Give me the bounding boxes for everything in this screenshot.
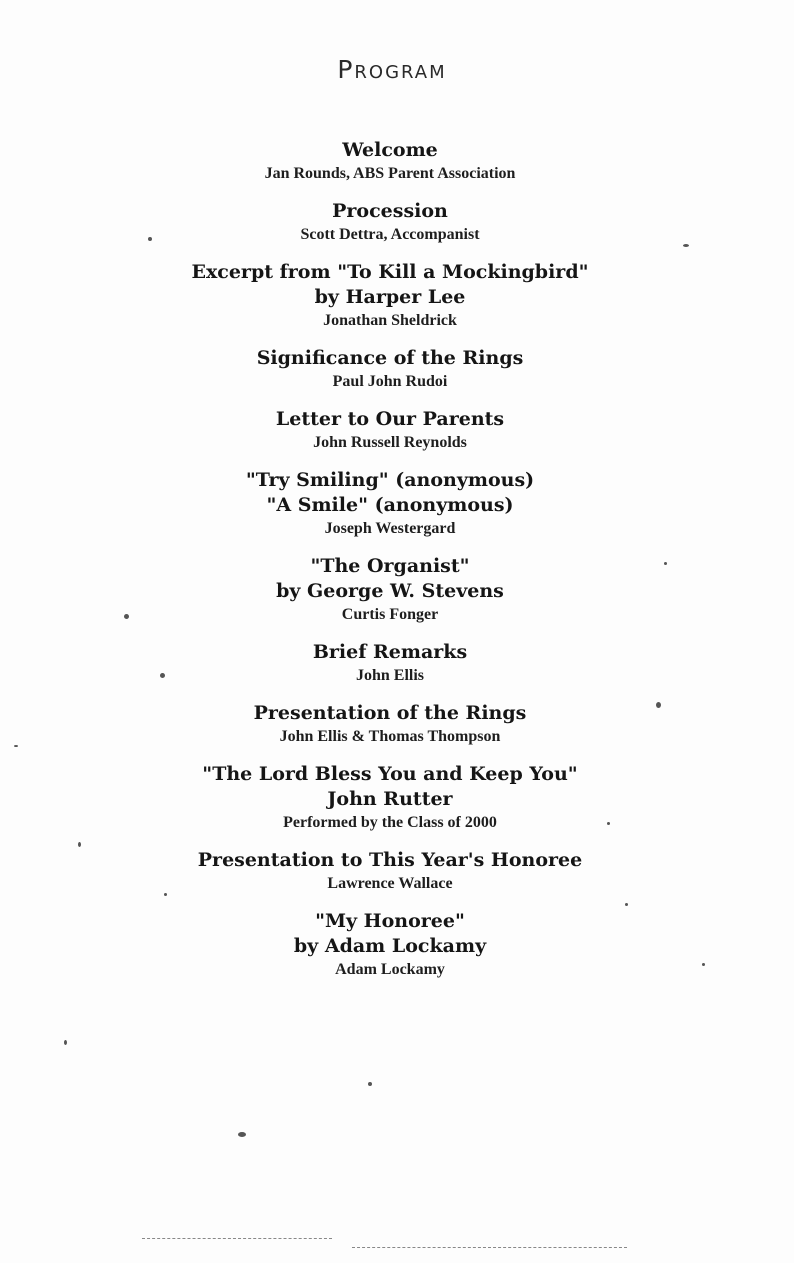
item-title-line-2: by Adam Lockamy [293, 935, 487, 957]
scan-speck [368, 1082, 372, 1086]
program-item-rings [0, 701, 780, 748]
program-item-welcome [0, 138, 780, 185]
item-title: Brief Remarks [312, 641, 468, 663]
item-person: John Ellis & Thomas Thompson [279, 728, 501, 745]
item-title: Letter to Our Parents [275, 408, 505, 430]
program-item-lord-bless [0, 762, 780, 834]
program-item-remarks [0, 640, 780, 687]
program-list [0, 138, 780, 995]
item-person: Adam Lockamy [335, 961, 445, 978]
program-item-my-honoree [0, 909, 780, 981]
item-person: Jan Rounds, ABS Parent Association [264, 165, 516, 182]
scan-speck [238, 1132, 246, 1137]
page-title: Program [337, 55, 447, 84]
program-item-letter [0, 407, 780, 454]
program-item-procession [0, 199, 780, 246]
item-person: Curtis Fonger [341, 606, 439, 623]
scan-edge-left [142, 1238, 332, 1241]
item-title: Welcome [342, 139, 438, 161]
item-person: Scott Dettra, Accompanist [300, 226, 480, 243]
item-title: Presentation of the Rings [253, 702, 527, 724]
item-title-line-2: "A Smile" (anonymous) [266, 494, 514, 516]
scan-speck [160, 673, 165, 678]
item-title: Excerpt from "To Kill a Mockingbird" [191, 261, 589, 283]
item-title-line-2: John Rutter [327, 788, 453, 810]
scan-speck [607, 822, 610, 825]
scan-speck [14, 745, 18, 747]
program-item-honoree-presentation [0, 848, 780, 895]
scan-speck [148, 237, 152, 241]
item-title: "The Lord Bless You and Keep You" [202, 763, 578, 785]
item-title: "Try Smiling" (anonymous) [245, 469, 535, 491]
item-person: Joseph Westergard [324, 520, 456, 537]
program-item-organist [0, 554, 780, 626]
item-title: Significance of the Rings [256, 347, 524, 369]
scan-speck [64, 1040, 67, 1045]
item-person: John Russell Reynolds [313, 434, 467, 451]
program-item-smiling [0, 468, 780, 540]
item-title-line-2: by Harper Lee [314, 286, 466, 308]
item-person: John Ellis [355, 667, 425, 684]
item-person: Paul John Rudoi [332, 373, 448, 390]
scan-speck [78, 842, 81, 847]
item-title: Presentation to This Year's Honoree [197, 849, 583, 871]
program-item-significance [0, 346, 780, 393]
item-title: "The Organist" [310, 555, 470, 577]
scan-speck [625, 903, 628, 906]
scan-edge-right [352, 1247, 627, 1250]
scan-speck [702, 963, 705, 966]
scan-speck [683, 244, 689, 247]
item-title-line-2: by George W. Stevens [276, 580, 504, 602]
program-item-excerpt [0, 260, 780, 332]
item-person: Jonathan Sheldrick [323, 312, 457, 329]
item-title: Procession [332, 200, 448, 222]
item-person: Performed by the Class of 2000 [283, 814, 497, 831]
scan-speck [164, 893, 167, 896]
scan-speck [664, 562, 667, 565]
item-person: Lawrence Wallace [327, 875, 453, 892]
scan-speck [656, 702, 661, 708]
item-title: "My Honoree" [315, 910, 465, 932]
scan-speck [124, 614, 129, 619]
